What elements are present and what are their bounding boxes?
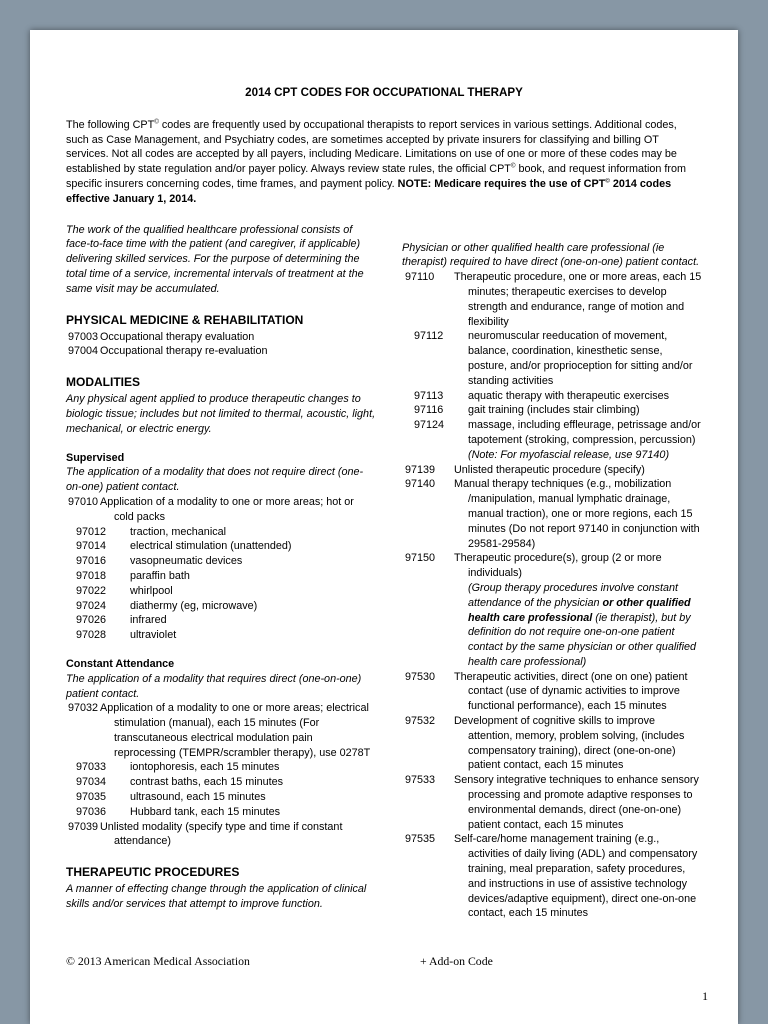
cpt-code: 97022 [76, 584, 107, 597]
cpt-code: 97533 [405, 774, 436, 787]
cpt-description: gait training (includes stair climbing) [468, 404, 640, 417]
cpt-code: 97530 [405, 670, 436, 683]
cpt-description-text: Therapeutic procedure(s), group (2 or more individuals) [454, 552, 662, 580]
cpt-item [402, 773, 702, 832]
myofascial-note: (Note: For myofascial release, use 97140) [468, 448, 670, 461]
intro-note-segment: 2014 codes effective January 1, 2014. [66, 177, 672, 205]
cpt-item [66, 495, 376, 525]
cpt-code: 97150 [405, 552, 436, 565]
cpt-code: 97033 [76, 761, 107, 774]
group-note-bold-segment: or other qualified health care professional [468, 596, 691, 624]
cpt-item [402, 270, 702, 329]
cpt-code: 97034 [76, 776, 107, 789]
cpt-description: Unlisted therapeutic procedure (specify) [454, 463, 645, 476]
intro-note-segment: NOTE: Medicare requires the use of CPT [397, 177, 606, 190]
cpt-item [66, 613, 376, 628]
cpt-item [66, 701, 376, 760]
cpt-code: 97116 [414, 404, 444, 417]
cpt-item [66, 790, 376, 805]
cpt-item [402, 477, 702, 551]
cpt-description [454, 551, 702, 669]
cpt-description: traction, mechanical [130, 525, 227, 538]
intro-segment: codes are frequently used by occupational therapists to report services in various settings. Additional codes, such as Case Management, and Psychiatry codes, are sometimes accepted by private insurers for classifying and billing OT services. Not all codes are accepted by all payers, including Medicare. Limitations on use of one or more of these codes may be established by state regulation and/or payer policy. Always review state rules, the official CPT [66, 118, 677, 176]
cpt-code: 97010 [68, 495, 99, 508]
cpt-code: 97014 [76, 540, 107, 553]
cpt-description: ultrasound, each 15 minutes [130, 791, 266, 804]
cpt-item [66, 569, 376, 584]
cpt-description: contrast baths, each 15 minutes [130, 776, 284, 789]
group-note-segment: (ie therapist), but by definition do not require one-on-one patient contact by the same physician or other qualified health care professional) [468, 611, 697, 668]
modalities-definition: Any physical agent applied to produce therapeutic changes to biologic tissue; includes but not limited to thermal, acoustic, light, mechanical, or electric energy. [66, 393, 376, 435]
cpt-item [66, 775, 376, 790]
left-column [66, 223, 376, 922]
group-note-segment: (Group therapy procedures involve constant attendance of the physician [468, 581, 679, 609]
cpt-item [66, 599, 376, 614]
cpt-code: 97139 [405, 463, 436, 476]
cpt-code: 97035 [76, 791, 107, 804]
cpt-description: vasopneumatic devices [130, 555, 243, 568]
cpt-description: Development of cognitive skills to improve attention, memory, problem solving, (includes compensatory training), direct (one-on-one) patient contact, each 15 minutes [454, 715, 685, 772]
intro-segment: The following CPT [66, 118, 155, 131]
heading-constant-attendance: Constant Attendance [66, 657, 175, 670]
cpt-item [402, 463, 702, 478]
cpt-description: Application of a modality to one or more areas; electrical stimulation (manual), each 15 minutes (For transcutaneous electrical modulation pain reprocessing (TEMPR/scrambler therapy), use 0278T [100, 702, 371, 759]
cpt-code: 97112 [414, 330, 444, 343]
cpt-description: infrared [130, 614, 167, 627]
cpt-code: 97124 [414, 419, 445, 432]
cpt-code: 97110 [405, 271, 435, 284]
cpt-item [66, 330, 376, 345]
cpt-code: 97140 [405, 478, 436, 491]
cpt-item [66, 344, 376, 359]
cpt-code: 97039 [68, 820, 99, 833]
cpt-item [66, 539, 376, 554]
heading-modalities: MODALITIES [66, 375, 140, 390]
cpt-description: Application of a modality to one or more areas; hot or cold packs [100, 495, 354, 523]
cpt-item [402, 832, 702, 921]
intro-paragraph [66, 118, 702, 207]
cpt-description: paraffin bath [130, 569, 190, 582]
cpt-item [66, 628, 376, 643]
cpt-item [66, 820, 376, 850]
page-number: 1 [702, 989, 708, 1004]
cpt-item [402, 670, 702, 714]
cpt-item [402, 403, 702, 418]
cpt-code: 97003 [68, 330, 99, 343]
cpt-description: iontophoresis, each 15 minutes [130, 761, 280, 774]
cpt-item [402, 714, 702, 773]
cpt-description: Occupational therapy re-evaluation [100, 345, 268, 358]
cpt-code: 97026 [76, 614, 107, 627]
cpt-code: 97024 [76, 599, 107, 612]
right-lead-paragraph: Physician or other qualified health care professional (ie therapist) required to have direct (one-on-one) patient contact. [402, 241, 700, 269]
constant-attendance-definition: The application of a modality that requires direct (one-on-one) patient contact. [66, 672, 362, 700]
cpt-description: neuromuscular reeducation of movement, balance, coordination, kinesthetic sense, posture, and/or proprioception for sitting and/or standing activities [468, 330, 693, 387]
page-footer [66, 954, 702, 968]
cpt-item [66, 584, 376, 599]
intro-segment: book, and request information from specific insurers concerning codes, time frames, and payment policy. [66, 163, 686, 190]
trademark-symbol: © [510, 162, 516, 170]
cpt-item [66, 805, 376, 820]
cpt-code: 97012 [76, 525, 107, 538]
cpt-code: 97535 [405, 833, 436, 846]
cpt-item [402, 329, 702, 388]
cpt-description: ultraviolet [130, 629, 177, 642]
cpt-description: Therapeutic procedure, one or more areas, each 15 minutes; therapeutic exercises to develop strength and endurance, range of motion and flexibility [454, 271, 702, 328]
two-column-layout [66, 223, 702, 922]
cpt-description: diathermy (eg, microwave) [130, 599, 258, 612]
cpt-item [402, 418, 702, 462]
ama-copyright: © 2013 American Medical Association [66, 954, 250, 968]
cpt-description: Manual therapy techniques (e.g., mobilization /manipulation, manual lymphatic drainage, manual traction), one or more regions, each 15 minutes (Do not report 97140 in conjunction with 29581-29584) [454, 478, 700, 550]
cpt-item [66, 760, 376, 775]
cpt-description [468, 418, 702, 462]
document-page [30, 30, 738, 1024]
therapeutic-definition: A manner of effecting change through the application of clinical skills and/or services that attempt to improve function. [66, 883, 367, 911]
supervised-definition: The application of a modality that does not require direct (one-on-one) patient contact. [66, 466, 364, 494]
cpt-description: aquatic therapy with therapeutic exercises [468, 389, 670, 402]
heading-physical-medicine: PHYSICAL MEDICINE & REHABILITATION [66, 312, 304, 327]
group-therapy-note [468, 581, 702, 670]
cpt-code: 97004 [68, 345, 99, 358]
trademark-symbol: © [154, 118, 159, 126]
cpt-description: Sensory integrative techniques to enhance sensory processing and promote adaptive responses to environmental demands, direct (one-on-one) patient contact, each 15 minutes [454, 774, 699, 831]
heading-supervised: Supervised [66, 451, 125, 464]
cpt-description-text: massage, including effleurage, petrissage and/or tapotement (stroking, compression, percussion) [468, 419, 701, 446]
document-title: 2014 CPT CODES FOR OCCUPATIONAL THERAPY [245, 86, 523, 99]
left-lead-paragraph: The work of the qualified healthcare professional consists of face-to-face time with the patient (and caregiver, if applicable) delivering skilled services. For the purpose of determining the total time of a service, incremental intervals of treatment at the same visit may be accumulated. [66, 223, 364, 295]
cpt-description: Hubbard tank, each 15 minutes [130, 805, 281, 818]
cpt-item [66, 554, 376, 569]
cpt-description: electrical stimulation (unattended) [130, 540, 292, 553]
cpt-item [66, 525, 376, 540]
cpt-code: 97018 [76, 569, 107, 582]
cpt-code: 97016 [76, 555, 107, 568]
trademark-symbol: © [605, 177, 610, 185]
cpt-code: 97032 [68, 702, 99, 715]
cpt-item [402, 551, 702, 669]
cpt-code: 97532 [405, 715, 436, 728]
cpt-description: Therapeutic activities, direct (one on one) patient contact (use of dynamic activities to improve functional performance), each 15 minutes [454, 670, 688, 713]
cpt-code: 97113 [414, 389, 444, 402]
cpt-description: Occupational therapy evaluation [100, 330, 255, 343]
cpt-description: Self-care/home management training (e.g., activities of daily living (ADL) and compensatory training, meal preparation, safety procedures, and instructions in use of assistive technology devices/adaptive equipment), direct one-on-one contact, each 15 minutes [454, 833, 698, 920]
heading-therapeutic-procedures: THERAPEUTIC PROCEDURES [66, 865, 240, 880]
cpt-code: 97028 [76, 629, 107, 642]
cpt-description: Unlisted modality (specify type and time if constant attendance) [100, 820, 343, 848]
cpt-code: 97036 [76, 805, 107, 818]
cpt-description: whirlpool [130, 584, 173, 597]
cpt-item [402, 389, 702, 404]
addon-code-legend: + Add-on Code [420, 954, 493, 968]
right-column [402, 223, 702, 922]
